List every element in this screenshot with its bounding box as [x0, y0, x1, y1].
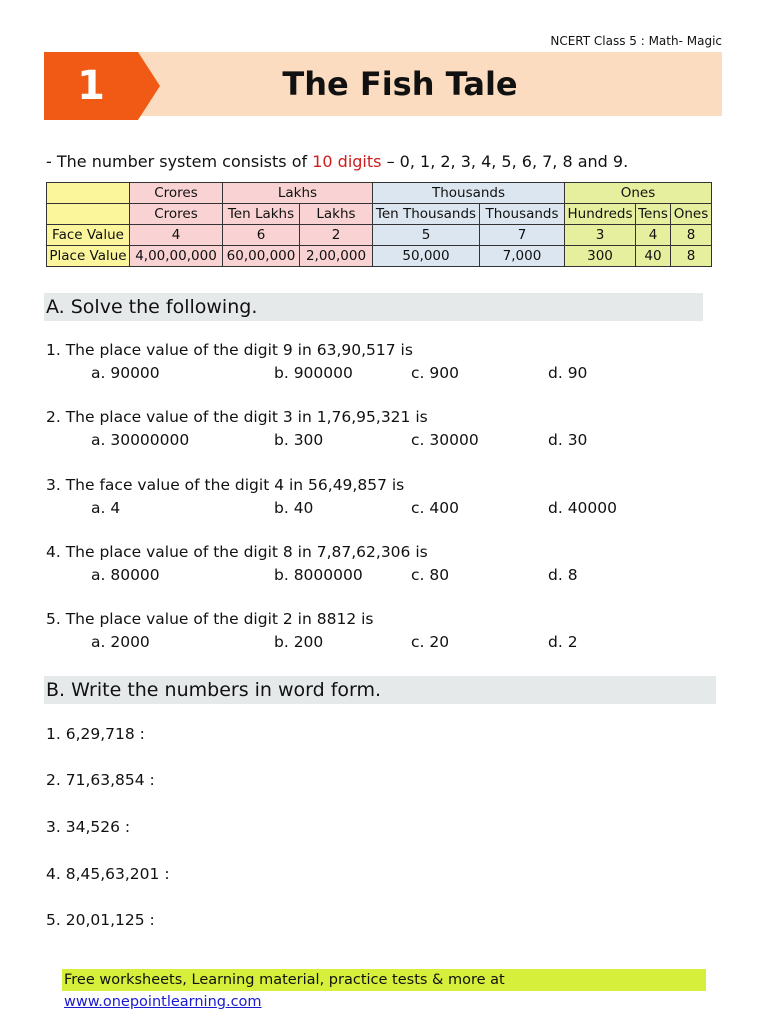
option-2d: d. 30 — [548, 431, 588, 449]
place-header: Crores — [130, 204, 223, 225]
question-3: 3. The face value of the digit 4 in 56,49,857 is — [46, 476, 405, 494]
option-1b: b. 900000 — [274, 364, 353, 382]
place-value-table — [46, 182, 712, 267]
word-form-item-3: 3. 34,526 : — [46, 818, 131, 836]
group-thousands: Thousands — [373, 183, 565, 204]
row-label: Place Value — [47, 246, 130, 267]
footer-text: Free worksheets, Learning material, practice tests & more at — [64, 972, 505, 988]
section-b-heading: B. Write the numbers in word form. — [44, 676, 716, 704]
option-3a: a. 4 — [91, 499, 121, 517]
face-value-cell: 6 — [223, 225, 300, 246]
intro-text — [46, 152, 628, 171]
group-crores: Crores — [130, 183, 223, 204]
footer-link[interactable]: www.onepointlearning.com — [64, 994, 262, 1010]
word-form-item-4: 4. 8,45,63,201 : — [46, 865, 170, 883]
option-2a: a. 30000000 — [91, 431, 190, 449]
question-4: 4. The place value of the digit 8 in 7,87,62,306 is — [46, 543, 428, 561]
row-label: Face Value — [47, 225, 130, 246]
place-value-cell: 40 — [636, 246, 671, 267]
intro-suffix: – 0, 1, 2, 3, 4, 5, 6, 7, 8 and 9. — [381, 152, 629, 171]
place-value-cell: 7,000 — [480, 246, 565, 267]
option-2b: b. 300 — [274, 431, 324, 449]
word-form-item-1: 1. 6,29,718 : — [46, 725, 145, 743]
option-4d: d. 8 — [548, 566, 578, 584]
place-value-cell: 4,00,00,000 — [130, 246, 223, 267]
option-5c: c. 20 — [411, 633, 450, 651]
face-value-cell: 7 — [480, 225, 565, 246]
table-corner-cell — [47, 183, 130, 204]
place-header: Lakhs — [300, 204, 373, 225]
face-value-cell: 3 — [565, 225, 636, 246]
table-row-face-value — [47, 225, 712, 246]
option-5a: a. 2000 — [91, 633, 150, 651]
option-3c: c. 400 — [411, 499, 459, 517]
chapter-badge — [44, 52, 160, 120]
face-value-cell: 8 — [671, 225, 712, 246]
place-value-cell: 60,00,000 — [223, 246, 300, 267]
section-a-heading: A. Solve the following. — [44, 293, 703, 321]
option-1c: c. 900 — [411, 364, 459, 382]
place-value-cell: 300 — [565, 246, 636, 267]
table-row-places — [47, 204, 712, 225]
option-1d: d. 90 — [548, 364, 588, 382]
option-4c: c. 80 — [411, 566, 450, 584]
group-ones: Ones — [565, 183, 712, 204]
place-header: Thousands — [480, 204, 565, 225]
place-value-cell: 8 — [671, 246, 712, 267]
footer-bar — [62, 969, 706, 1010]
place-header: Ten Lakhs — [223, 204, 300, 225]
option-5d: d. 2 — [548, 633, 578, 651]
place-value-cell: 2,00,000 — [300, 246, 373, 267]
word-form-item-5: 5. 20,01,125 : — [46, 911, 155, 929]
option-4a: a. 80000 — [91, 566, 160, 584]
page-title: The Fish Tale — [282, 65, 518, 103]
place-header: Ten Thousands — [373, 204, 480, 225]
question-5: 5. The place value of the digit 2 in 8812 is — [46, 610, 374, 628]
option-3b: b. 40 — [274, 499, 314, 517]
option-5b: b. 200 — [274, 633, 324, 651]
option-3d: d. 40000 — [548, 499, 618, 517]
option-2c: c. 30000 — [411, 431, 479, 449]
group-lakhs: Lakhs — [223, 183, 373, 204]
face-value-cell: 4 — [636, 225, 671, 246]
option-1a: a. 90000 — [91, 364, 160, 382]
place-value-cell: 50,000 — [373, 246, 480, 267]
place-header: Tens — [636, 204, 671, 225]
intro-highlight: 10 digits — [312, 152, 382, 171]
chapter-number: 1 — [77, 63, 105, 109]
place-header: Ones — [671, 204, 712, 225]
header-note: NCERT Class 5 : Math- Magic — [550, 34, 722, 48]
table-corner-cell — [47, 204, 130, 225]
face-value-cell: 5 — [373, 225, 480, 246]
place-header: Hundreds — [565, 204, 636, 225]
face-value-cell: 4 — [130, 225, 223, 246]
table-row-groups — [47, 183, 712, 204]
option-4b: b. 8000000 — [274, 566, 363, 584]
face-value-cell: 2 — [300, 225, 373, 246]
word-form-item-2: 2. 71,63,854 : — [46, 771, 155, 789]
question-1: 1. The place value of the digit 9 in 63,90,517 is — [46, 341, 413, 359]
question-2: 2. The place value of the digit 3 in 1,76,95,321 is — [46, 408, 428, 426]
table-row-place-value — [47, 246, 712, 267]
intro-prefix: - The number system consists of — [46, 152, 313, 171]
